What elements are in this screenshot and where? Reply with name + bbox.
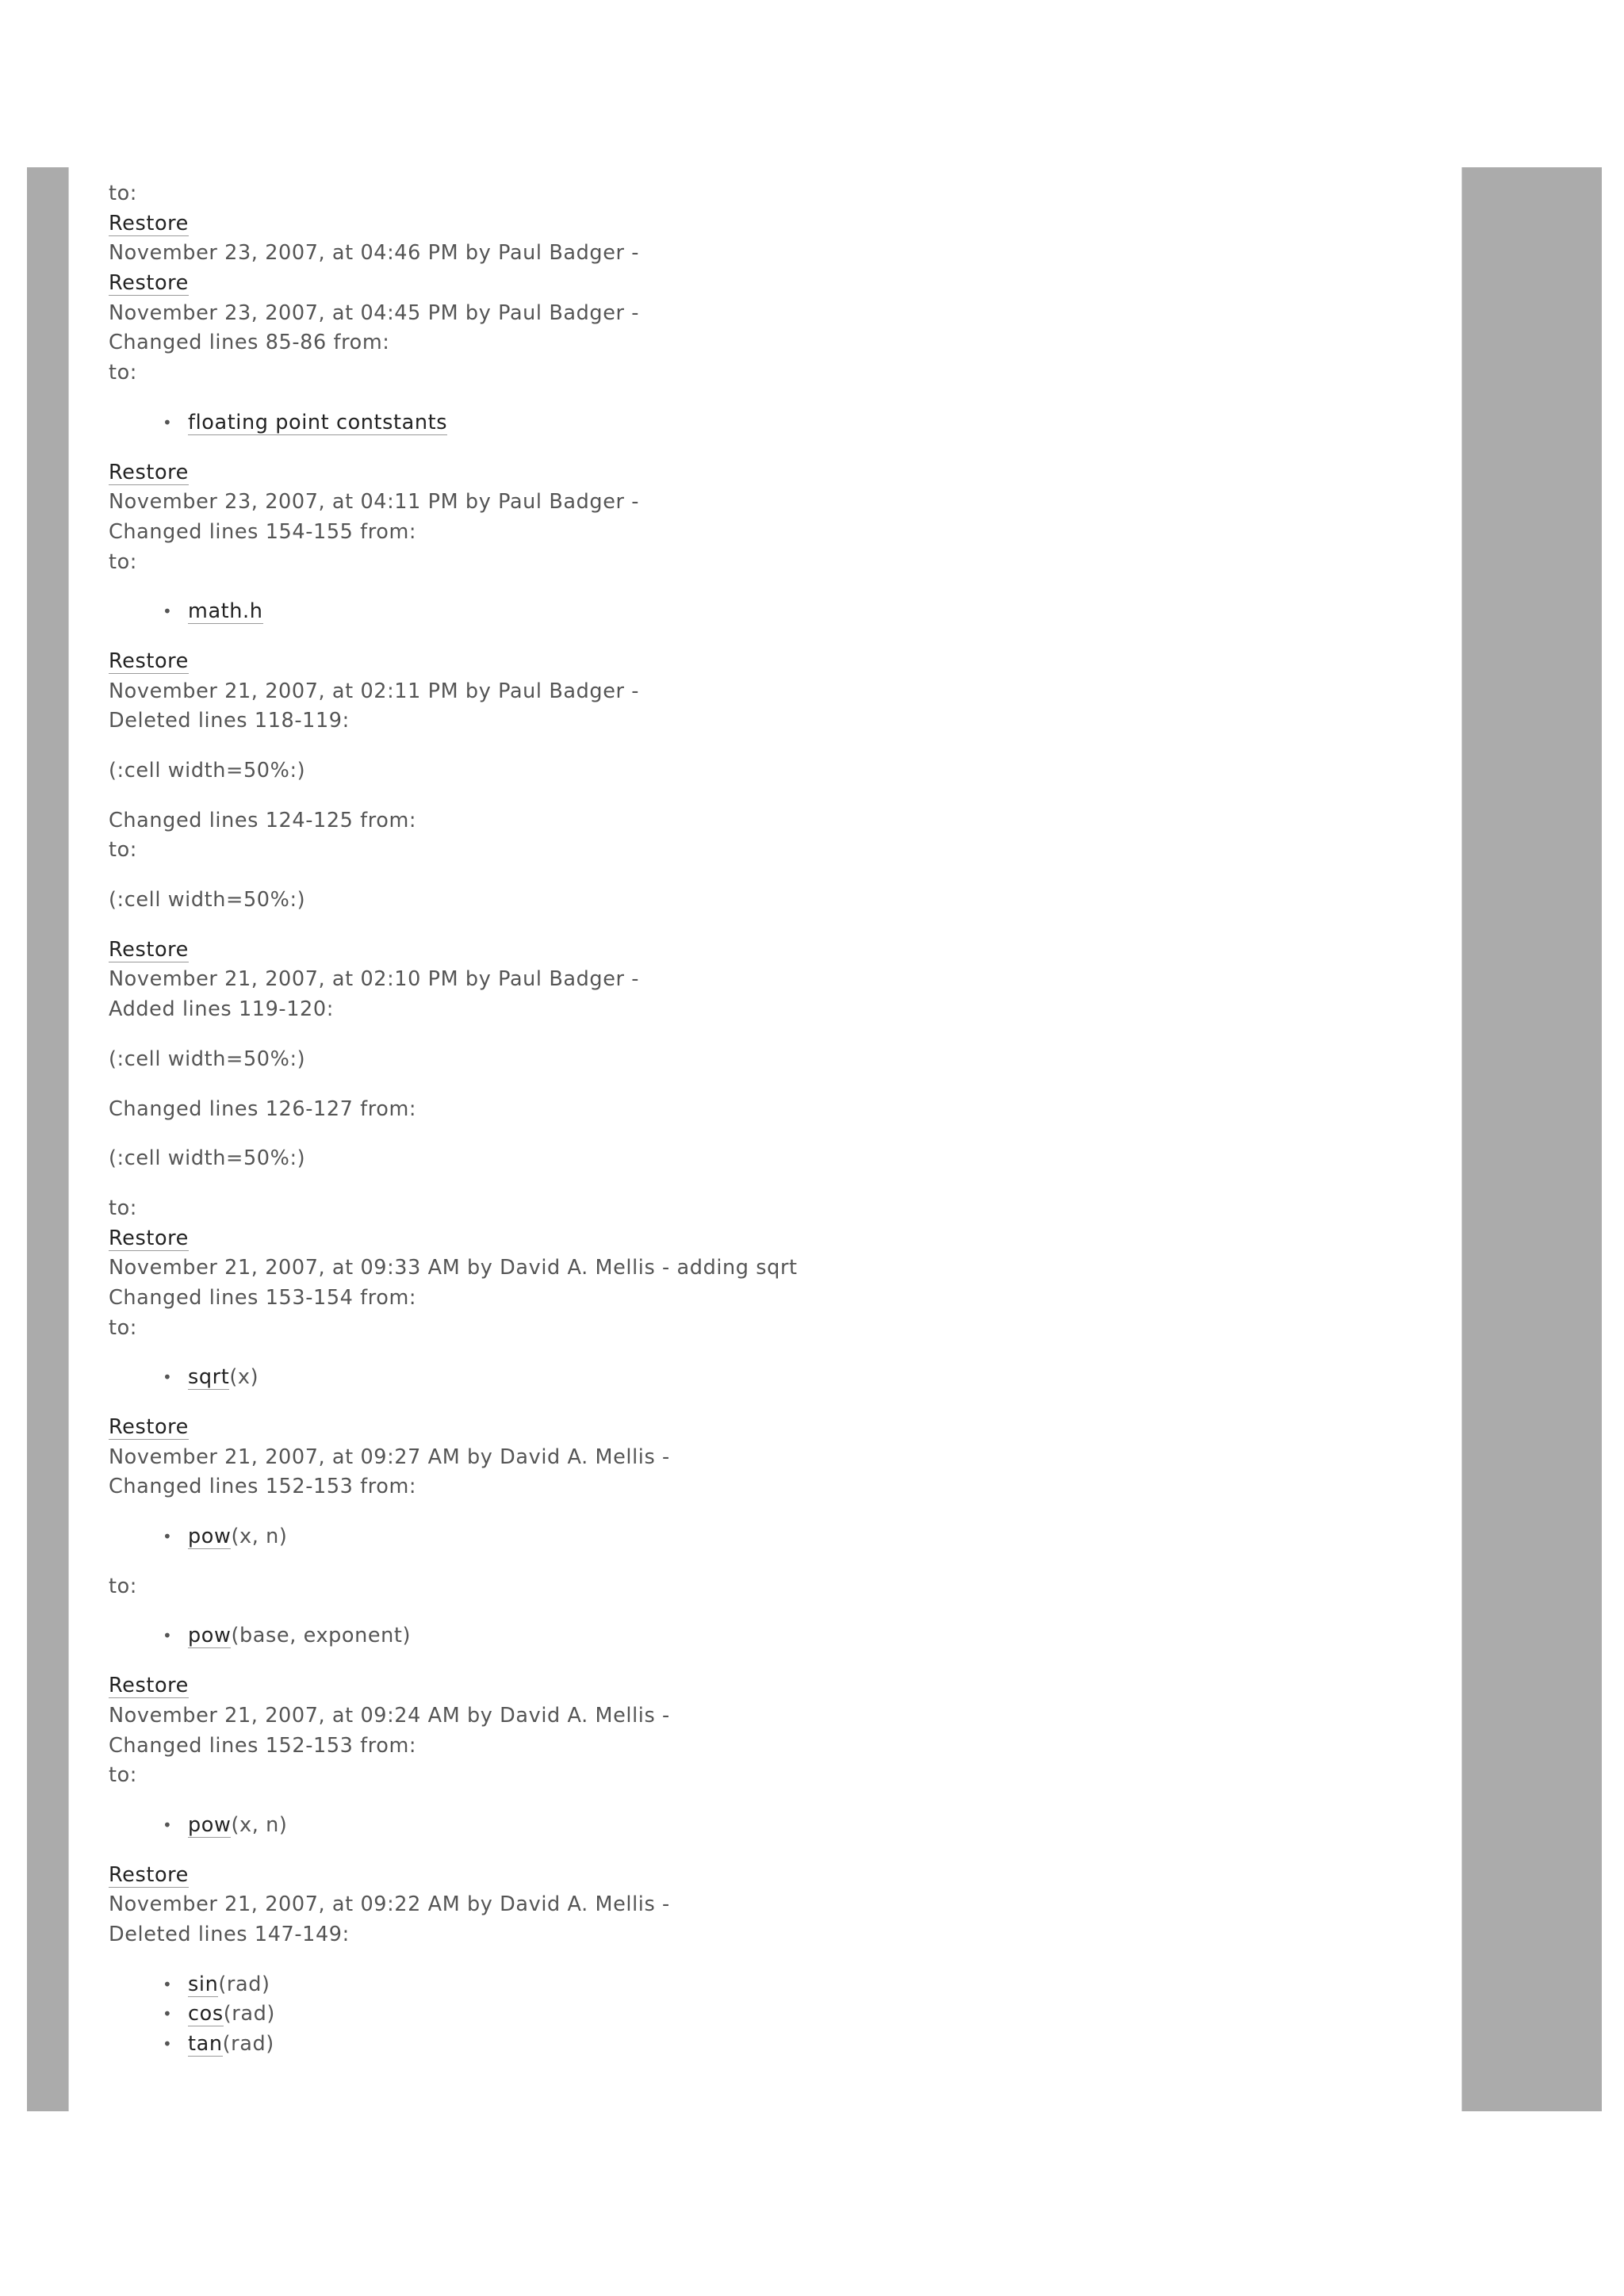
reference-link[interactable]: pow (188, 1624, 232, 1648)
diff-line: to: (109, 182, 137, 205)
revision-header: November 23, 2007, at 04:45 PM by Paul Badger - (109, 300, 640, 325)
diff-line: to: (109, 1574, 137, 1598)
bullet-icon: • (163, 2004, 173, 2024)
bullet-icon: • (163, 1626, 173, 1646)
diff-line: Changed lines 126-127 from: (109, 1096, 417, 1121)
diff-line: to: (109, 1315, 137, 1340)
list-item: • pow(base, exponent) (109, 1621, 1441, 1651)
restore-link[interactable]: Restore (109, 1674, 189, 1698)
diff-paragraph: (:cell width=50%:) (109, 759, 306, 783)
diff-paragraph: (:cell width=50%:) (109, 1146, 306, 1171)
restore-link[interactable]: Restore (109, 937, 189, 962)
diff-paragraph: (:cell width=50%:) (109, 888, 306, 913)
reference-link[interactable]: pow (188, 1525, 232, 1549)
revision-header: November 21, 2007, at 09:24 AM by David A. Mellis - (109, 1703, 670, 1728)
bullet-icon: • (163, 1527, 173, 1547)
list-item: • sin(rad) (109, 1970, 1441, 2000)
bullet-icon: • (163, 2034, 173, 2053)
revision-history (109, 179, 1441, 2060)
diff-list (109, 408, 1441, 438)
reference-link[interactable]: floating point contstants (188, 410, 448, 434)
diff-line: Deleted lines 118-119: (109, 709, 350, 733)
diff-line: Changed lines 153-154 from: (109, 1285, 417, 1310)
bullet-icon: • (163, 1974, 173, 1994)
revision-header: November 23, 2007, at 04:46 PM by Paul Badger - (109, 241, 640, 266)
reference-link[interactable]: tan (188, 2032, 223, 2056)
diff-paragraph: (:cell width=50%:) (109, 1047, 306, 1071)
list-item: • cos(rad) (109, 1999, 1441, 2030)
restore-link[interactable]: Restore (109, 1226, 189, 1250)
diff-list (109, 597, 1441, 627)
diff-line: Added lines 119-120: (109, 997, 334, 1022)
diff-line: to: (109, 838, 137, 863)
left-sidebar (27, 167, 69, 2111)
diff-line: Deleted lines 147-149: (109, 1922, 350, 1946)
bullet-icon: • (163, 412, 173, 432)
diff-list (109, 1811, 1441, 1841)
diff-line: Changed lines 124-125 from: (109, 808, 417, 832)
restore-link[interactable]: Restore (109, 1862, 189, 1887)
revision-header: November 21, 2007, at 09:27 AM by David A. Mellis - (109, 1445, 670, 1469)
diff-list (109, 1621, 1441, 1651)
diff-line: to: (109, 549, 137, 574)
reference-link[interactable]: math.h (188, 599, 263, 624)
diff-line: to: (109, 1763, 137, 1788)
diff-line: to: (109, 361, 137, 385)
diff-line: Changed lines 152-153 from: (109, 1733, 417, 1758)
diff-line: Changed lines 85-86 from: (109, 331, 390, 355)
restore-link[interactable]: Restore (109, 460, 189, 484)
list-item: • sqrt(x) (109, 1363, 1441, 1393)
bullet-icon: • (163, 1368, 173, 1387)
diff-line: to: (109, 1196, 137, 1220)
diff-line: Changed lines 152-153 from: (109, 1475, 417, 1499)
restore-link[interactable]: Restore (109, 271, 189, 296)
revision-header: November 21, 2007, at 02:10 PM by Paul Badger - (109, 967, 640, 992)
restore-link[interactable]: Restore (109, 211, 189, 235)
list-item (109, 408, 1441, 438)
reference-link[interactable]: sqrt (188, 1365, 230, 1390)
bullet-icon: • (163, 1815, 173, 1835)
list-item (109, 597, 1441, 627)
revision-header: November 21, 2007, at 02:11 PM by Paul Badger - (109, 679, 640, 703)
reference-link[interactable]: cos (188, 2002, 224, 2026)
diff-list (109, 1970, 1441, 2060)
diff-line: Changed lines 154-155 from: (109, 519, 417, 544)
revision-header: November 21, 2007, at 09:22 AM by David A. Mellis - (109, 1892, 670, 1917)
list-item: • pow(x, n) (109, 1811, 1441, 1841)
reference-link[interactable]: sin (188, 1972, 219, 1996)
bullet-icon: • (163, 602, 173, 622)
revision-header: November 23, 2007, at 04:11 PM by Paul Badger - (109, 490, 640, 515)
right-sidebar (1461, 167, 1602, 2111)
diff-list (109, 1522, 1441, 1552)
restore-link[interactable]: Restore (109, 1415, 189, 1439)
list-item: • pow(x, n) (109, 1522, 1441, 1552)
diff-list (109, 1363, 1441, 1393)
revision-header: November 21, 2007, at 09:33 AM by David A. Mellis - adding sqrt (109, 1256, 798, 1280)
restore-link[interactable]: Restore (109, 649, 189, 673)
reference-link[interactable]: pow (188, 1812, 232, 1837)
list-item: • tan(rad) (109, 2030, 1441, 2060)
